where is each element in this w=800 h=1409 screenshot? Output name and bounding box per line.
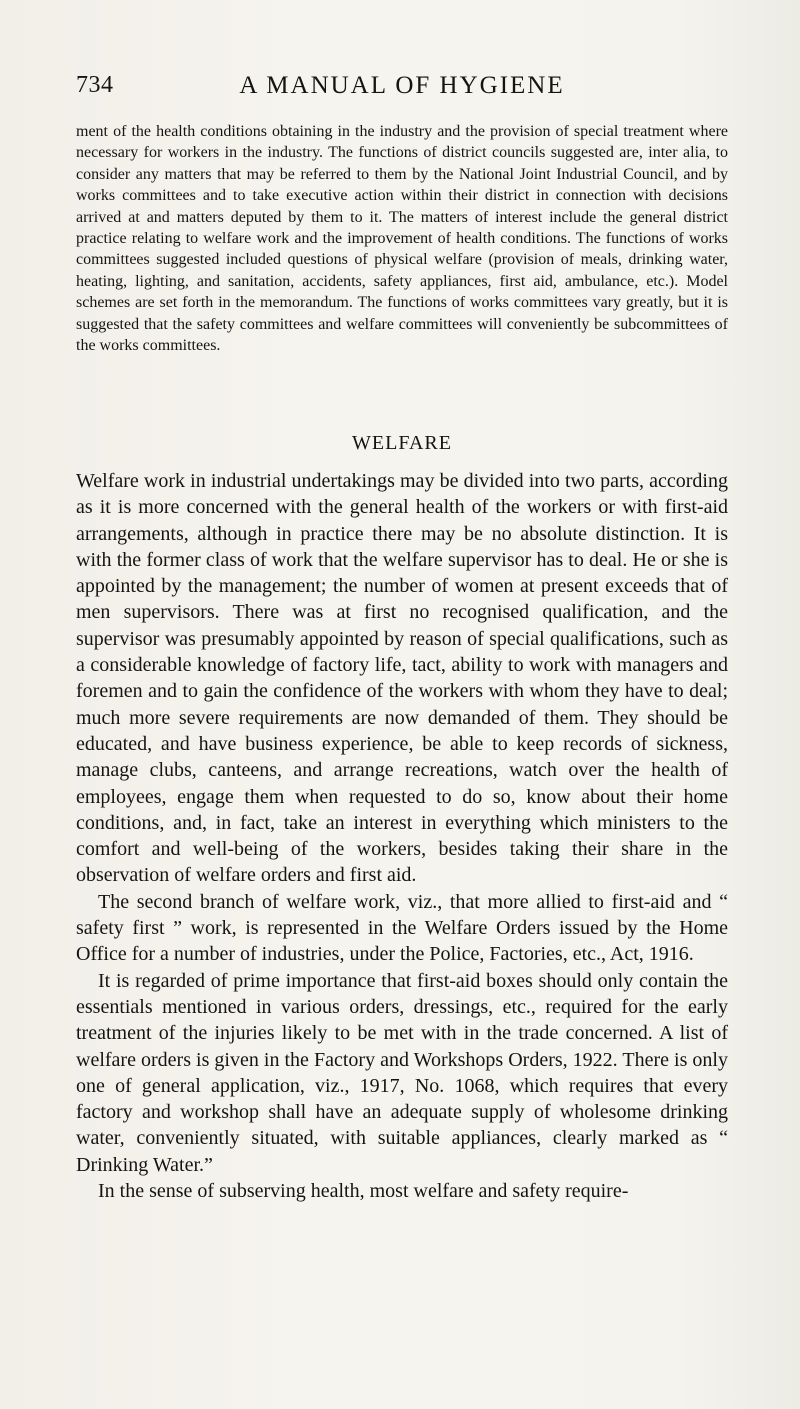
paragraph-welfare-4: In the sense of subserving health, most welfare and safety require- [98, 1180, 629, 1203]
paragraph-small: ment of the health conditions obtaining in the industry and the provision of special treatment where necessary for workers in the industry. The functions of district councils suggested are, inter alia, to consider any matters that may be referred to them by the National Joint Industrial Council, and by works committees and to take executive action within their district in connection with decisions arrived at and matters deputed by them to it. The matters of interest include the general district practice relating to welfare work and the improvement of health conditions. The functions of works committees suggested included questions of physical welfare (provision of meals, drinking water, heating, lighting, and sanitation, accidents, safety appliances, first aid, ambulance, etc.). Model schemes are set forth in the memorandum. The functions of works committees vary greatly, but it is suggested that the safety committees and welfare committees will conveniently be subcommittees of the works committees. [76, 123, 728, 355]
section-heading-welfare: WELFARE [352, 432, 452, 454]
running-head [76, 72, 728, 108]
paragraph-welfare-3: It is regarded of prime importance that first-aid boxes should only contain the essentials mentioned in various orders, dressings, etc., required for the early treatment of the injuries likely to be met with in the trade concerned. A list of welfare orders is given in the Factory and Workshops Orders, 1922. There is only one of general application, viz., 1917, No. 1068, which requires that every factory and workshop shall have an adequate supply of wholesome drinking water, conveniently situated, with suitable appliances, clearly marked as “ Drinking Water.” [76, 969, 728, 1176]
welfare-text [76, 468, 728, 1204]
book-title: A MANUAL OF HYGIENE [239, 72, 565, 99]
paragraph-welfare-2: The second branch of welfare work, viz., that more allied to first-aid and “ safety first ” work, is represented in the Welfare Orders issued by the Home Office for a number of industries, under the Police, Factories, etc., Act, 1916. [76, 890, 728, 966]
page-number: 734 [76, 72, 114, 98]
memorandum-text [76, 121, 728, 356]
paragraph-welfare-1: Welfare work in industrial undertakings may be divided into two parts, according as it is more concerned with the general health of the workers or with first-aid arrangements, although in practice there may be no absolute distinction. It is with the former class of work that the welfare supervisor has to deal. He or she is appointed by the management; the number of women at present exceeds that of men supervisors. There was at first no recognised qualification, and the supervisor was presumably appointed by reason of special qualifications, such as a considerable knowledge of factory life, tact, ability to work with managers and foremen and to gain the confidence of the workers with whom they have to deal; much more severe requirements are now demanded of them. They should be educated, and have business experience, be able to keep records of sickness, manage clubs, canteens, and arrange recreations, watch over the health of employees, engage them when requested to do so, know about their home conditions, and, in fact, take an interest in everything which ministers to the comfort and well-being of the workers, besides taking their share in the observation of welfare orders and first aid. [76, 470, 728, 887]
